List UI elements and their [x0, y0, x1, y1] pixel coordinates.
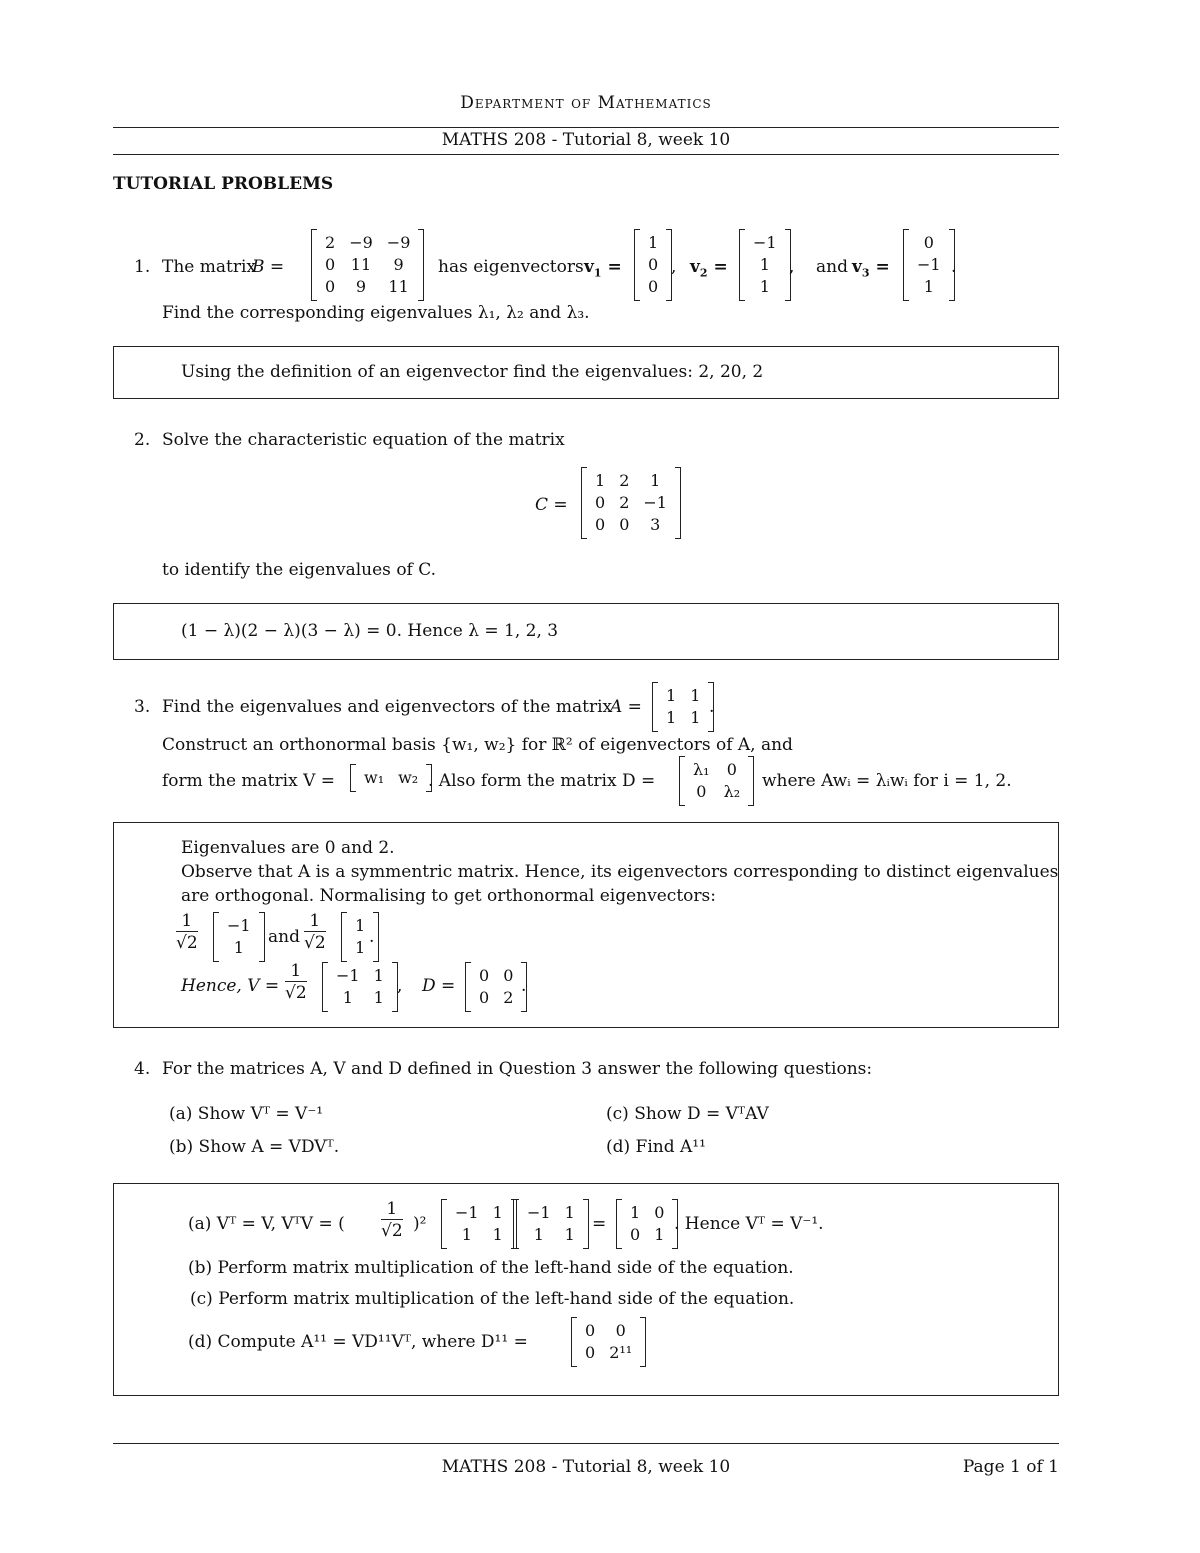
matrix-row: [472, 965, 520, 987]
q1-find-text: Find the corresponding eigenvalues λ₁, λ₂ and λ₃.: [162, 303, 590, 323]
matrix-cell: 1: [492, 1203, 503, 1222]
matrix-row: [686, 781, 747, 803]
matrix-cell: 9: [355, 277, 367, 296]
matrix-cell: 0: [479, 966, 490, 985]
v3-vector: [903, 230, 955, 300]
matrix-cell: 1: [648, 233, 659, 252]
matrix-v: [322, 963, 398, 1011]
v1-vector: [634, 230, 672, 300]
q4-answer-b: (b) Perform matrix multiplication of the left-hand side of the equation.: [188, 1258, 794, 1278]
q4-answer-d-prefix: (d) Compute A¹¹ = VD¹¹Vᵀ, where D¹¹ =: [188, 1332, 528, 1352]
matrix-cell: 1: [666, 686, 677, 705]
q4-part-b: (b) Show A = VDVᵀ.: [169, 1137, 340, 1157]
matrix-row: [746, 276, 784, 298]
matrix-cell: 1: [373, 966, 384, 985]
q1-var-b: B =: [252, 257, 285, 277]
footer-page: Page 1 of 1: [962, 1457, 1059, 1477]
department-title: Department of Mathematics: [460, 93, 712, 113]
matrix-row: [520, 1224, 582, 1246]
matrix-cell: w₁: [364, 768, 385, 787]
comma-2: ,: [789, 257, 795, 277]
matrix-row: [357, 767, 425, 789]
matrix-row: [588, 470, 674, 492]
q2-text: Solve the characteristic equation of the matrix: [162, 430, 565, 450]
matrix-row: [910, 276, 948, 298]
matrix-cell: 1: [690, 686, 701, 705]
matrix-v-cols: [350, 765, 432, 791]
matrix-cell: 0: [615, 1321, 626, 1340]
q3-number: 3.: [134, 697, 151, 717]
matrix-cell: 1: [355, 916, 366, 935]
matrix-cell: 1: [923, 277, 934, 296]
matrix-cell: 0: [595, 493, 606, 512]
q4-part-c: (c) Show D = VᵀAV: [606, 1104, 769, 1124]
matrix-cell: 0: [595, 515, 606, 534]
v2-label: $v_2$ =: [690, 257, 728, 280]
matrix-cell: −9: [349, 233, 373, 252]
matrix-cell: 11: [388, 277, 409, 296]
matrix-cell: −1: [455, 1203, 479, 1222]
matrix-cell: 1: [373, 988, 384, 1007]
matrix-row: [318, 254, 417, 276]
comma-1: ,: [671, 257, 677, 277]
matrix-cell: 0: [619, 515, 630, 534]
course-title: MATHS 208 - Tutorial 8, week 10: [441, 130, 731, 150]
matrix-cell: 1: [233, 938, 244, 957]
matrix-cell: 0: [696, 782, 707, 801]
matrix-cell: 1: [564, 1203, 575, 1222]
matrix-cell: 0: [654, 1203, 665, 1222]
matrix-cell: λ₁: [693, 760, 710, 779]
matrix-cell: 1: [666, 708, 677, 727]
matrix-row: [448, 1224, 510, 1246]
matrix-row: [641, 232, 665, 254]
matrix-cell: 0: [726, 760, 737, 779]
matrix-cell: 2: [503, 988, 514, 1007]
matrix-row: [910, 254, 948, 276]
matrix-cell: 1: [461, 1225, 472, 1244]
matrix-cell: 1: [759, 255, 770, 274]
q3-answer-line2: Observe that A is a symmentric matrix. Hence, its eigenvectors corresponding to distinct eigenvalues: [181, 862, 1059, 882]
matrix-cell: 1: [355, 938, 366, 957]
period-3: .: [709, 697, 715, 717]
frac-4: $\frac{1}{√2}$: [381, 1199, 403, 1241]
d-label: D =: [422, 976, 456, 996]
matrix-row: [318, 276, 417, 298]
matrix-cell: λ₂: [723, 782, 741, 801]
q3-answer-box: [113, 822, 1059, 1028]
matrix-row: [220, 937, 258, 959]
frac-1: $\frac{1}{√2}$: [176, 911, 198, 953]
q4-answer-c: (c) Perform matrix multiplication of the left-hand side of the equation.: [190, 1289, 795, 1309]
matrix-cell: 2¹¹: [609, 1343, 633, 1362]
matrix-row: [623, 1224, 671, 1246]
q4-number: 4.: [134, 1059, 151, 1079]
period-1: .: [951, 257, 957, 277]
matrix-row: [641, 254, 665, 276]
matrix-row: [746, 254, 784, 276]
matrix-cell: 0: [585, 1321, 596, 1340]
matrix-d: [465, 963, 527, 1011]
matrix-row: [910, 232, 948, 254]
matrix-cell: −1: [336, 966, 360, 985]
q3-var-a: A =: [610, 697, 642, 717]
matrix-cell: 1: [492, 1225, 503, 1244]
and-text: and: [268, 927, 300, 947]
footer-course: MATHS 208 - Tutorial 8, week 10: [441, 1457, 731, 1477]
v3-label: $v_3$ =: [852, 257, 890, 280]
matrix-row: [588, 492, 674, 514]
frac-2: $\frac{1}{√2}$: [304, 911, 326, 953]
q3-line3a: form the matrix V =: [162, 771, 335, 791]
matrix-row: [220, 915, 258, 937]
matrix-cell: 1: [564, 1225, 575, 1244]
period-3c: .: [521, 976, 527, 996]
matrix-cell: 0: [630, 1225, 641, 1244]
matrix-cell: −1: [643, 493, 667, 512]
matrix-cell: 2: [619, 471, 630, 490]
q4-text: For the matrices A, V and D defined in Question 3 answer the following questions:: [162, 1059, 873, 1079]
matrix-row: [659, 707, 707, 729]
matrix-cell: −1: [227, 916, 251, 935]
matrix-row: [641, 276, 665, 298]
matrix-cell: 0: [648, 255, 659, 274]
footer-rule: [113, 1443, 1059, 1444]
matrix-cell: 11: [350, 255, 372, 274]
q1-answer: Using the definition of an eigenvector find the eigenvalues: 2, 20, 2: [181, 362, 764, 382]
matrix-row: [588, 514, 674, 536]
matrix-cell: −1: [753, 233, 777, 252]
q4-eq: =: [592, 1214, 607, 1234]
v2-vector: [739, 230, 791, 300]
matrix-cell: −9: [386, 233, 411, 252]
q3-answer-line1: Eigenvalues are 0 and 2.: [181, 838, 395, 858]
matrix-a: [652, 683, 714, 731]
matrix-c: [581, 468, 681, 538]
matrix-cell: 1: [690, 708, 701, 727]
q4-answer-a-suffix: . Hence Vᵀ = V⁻¹.: [674, 1214, 824, 1234]
matrix-row: [623, 1202, 671, 1224]
section-title: TUTORIAL PROBLEMS: [113, 174, 334, 194]
vec-a: [213, 913, 265, 961]
matrix-cell: w₂: [398, 768, 419, 787]
q4-part-d: (d) Find A¹¹: [606, 1137, 706, 1157]
matrix-row: [329, 965, 391, 987]
matrix-d-sym: [679, 757, 754, 805]
q1-number: 1.: [134, 257, 151, 277]
matrix-cell: 1: [533, 1225, 544, 1244]
matrix-cell: 0: [503, 966, 514, 985]
matrix-cell: 1: [759, 277, 770, 296]
q3-line3c: where Awᵢ = λᵢwᵢ for i = 1, 2.: [762, 771, 1012, 791]
matrix-cell: −1: [917, 255, 941, 274]
q3-answer-line3: are orthogonal. Normalising to get orthonormal eigenvectors:: [181, 886, 716, 906]
matrix-cell: 1: [630, 1203, 641, 1222]
matrix-cell: 1: [342, 988, 353, 1007]
q3-line2: Construct an orthonormal basis {w₁, w₂} for ℝ² of eigenvectors of A, and: [162, 735, 793, 755]
matrix-cell: 0: [923, 233, 934, 252]
q2-var-c: C =: [535, 495, 568, 515]
q2-answer: (1 − λ)(2 − λ)(3 − λ) = 0. Hence λ = 1, 2, 3: [181, 621, 559, 641]
q4-part-a: (a) Show Vᵀ = V⁻¹: [169, 1104, 324, 1124]
matrix-cell: −1: [527, 1203, 551, 1222]
matrix-row: [329, 987, 391, 1009]
matrix-row: [686, 759, 747, 781]
matrix-row: [578, 1320, 639, 1342]
period-3b: .: [369, 927, 375, 947]
matrix-m3: [616, 1200, 678, 1248]
matrix-cell: 1: [595, 471, 606, 490]
matrix-cell: 0: [325, 277, 336, 296]
q2-number: 2.: [134, 430, 151, 450]
matrix-cell: 0: [648, 277, 659, 296]
q4-answer-box: [113, 1183, 1059, 1396]
matrix-row: [448, 1202, 510, 1224]
q1-answer-box: [113, 346, 1059, 399]
matrix-cell: 2: [325, 233, 336, 252]
matrix-cell: 0: [479, 988, 490, 1007]
q4-answer-a-pow: )²: [413, 1214, 427, 1234]
hence-v: Hence, V =: [181, 976, 280, 996]
q3-text: Find the eigenvalues and eigenvectors of the matrix: [162, 697, 613, 717]
matrix-cell: 3: [650, 515, 661, 534]
matrix-cell: 1: [654, 1225, 665, 1244]
q2-identify: to identify the eigenvalues of C.: [162, 560, 437, 580]
matrix-row: [520, 1202, 582, 1224]
comma-3: ,: [397, 976, 403, 996]
matrix-m4: [571, 1318, 646, 1366]
matrix-row: [472, 987, 520, 1009]
matrix-row: [659, 685, 707, 707]
header-rule-top: [113, 127, 1059, 128]
matrix-cell: 0: [325, 255, 336, 274]
matrix-b: [311, 230, 424, 300]
matrix-row: [578, 1342, 639, 1364]
q4-answer-a-prefix: (a) Vᵀ = V, VᵀV = (: [188, 1214, 345, 1234]
q1-text: The matrix: [162, 257, 256, 277]
and-label: and: [816, 257, 848, 277]
matrix-cell: 2: [619, 493, 630, 512]
matrix-row: [746, 232, 784, 254]
matrix-row: [318, 232, 417, 254]
frac-3: $\frac{1}{√2}$: [285, 961, 307, 1003]
matrix-m2: [513, 1200, 589, 1248]
matrix-cell: 0: [585, 1343, 596, 1362]
q3-line3b: . Also form the matrix D =: [428, 771, 656, 791]
matrix-cell: 9: [393, 255, 404, 274]
matrix-m1: [441, 1200, 517, 1248]
header-rule-bottom: [113, 154, 1059, 155]
q2-answer-box: [113, 603, 1059, 660]
v1-label: $v_1$ =: [584, 257, 622, 280]
matrix-cell: 1: [650, 471, 661, 490]
q1-has-eigenvectors: has eigenvectors: [438, 257, 584, 277]
